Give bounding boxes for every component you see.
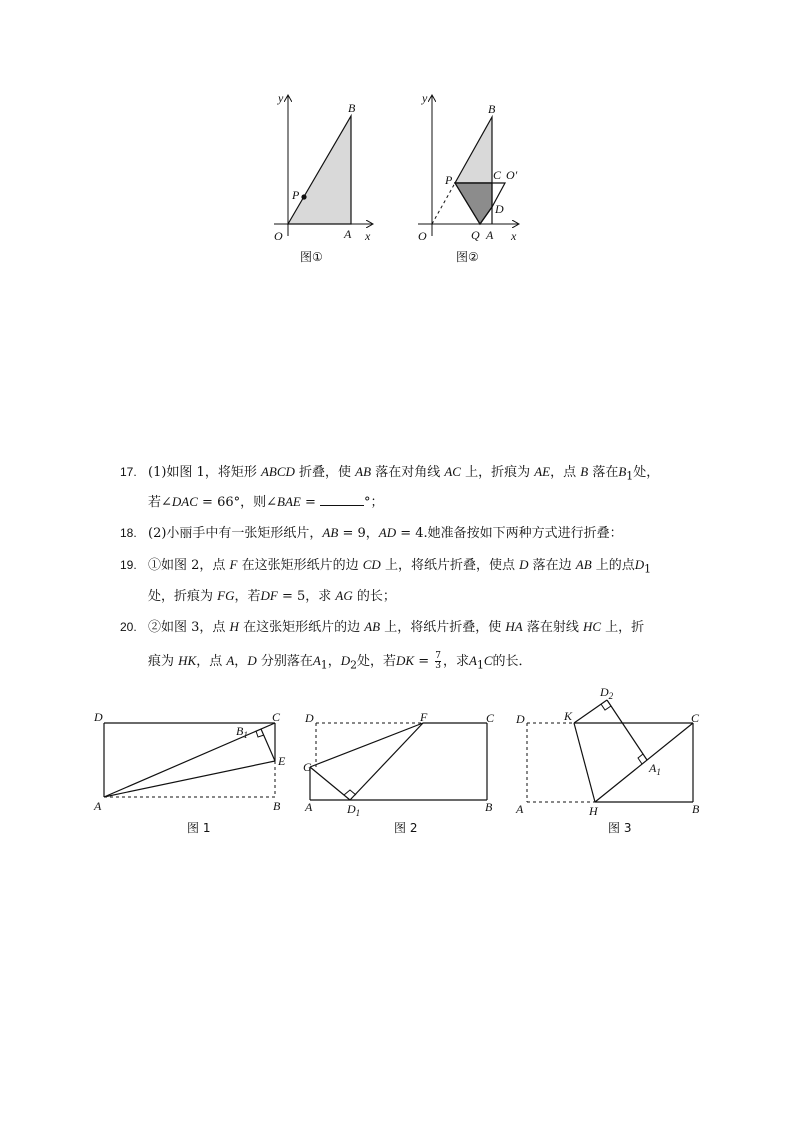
label-a: A <box>94 799 102 813</box>
label-c: C <box>691 711 700 725</box>
label-d: D <box>495 202 504 216</box>
label-p: P <box>292 188 300 202</box>
label-d: D <box>305 711 314 725</box>
label-p: P <box>445 173 453 187</box>
label-b1: $B_1$ <box>236 724 248 740</box>
crease-ae <box>104 761 275 797</box>
label-c: C <box>486 711 495 725</box>
label-d1: $D_1$ <box>347 802 361 818</box>
label-b: B <box>692 802 700 816</box>
segment-kd2 <box>574 700 607 723</box>
question-number: 17. <box>120 465 137 479</box>
label-e: E <box>278 754 286 768</box>
label-o-prime: O′ <box>506 168 518 182</box>
label-x: x <box>365 229 371 243</box>
crease-fg <box>310 723 423 767</box>
question-20: 20. ②如图 3，点 H 在这张矩形纸片的边 AB 上，将纸片折叠，使 HA 落在射线 HC 上，折 <box>120 619 645 635</box>
label-a1: $A_1$ <box>649 761 661 777</box>
label-a: A <box>344 227 352 241</box>
segment-hc <box>595 723 693 802</box>
segment-b1e <box>261 729 275 761</box>
segment-gd1 <box>310 767 350 800</box>
label-q: Q <box>471 228 480 242</box>
question-20-line-2: 痕为 HK，点 A，D 分别落在$A_1$，$D_2$处，若DK = $\frac{7}{3}$ ，求$A_1C$的长． <box>148 651 532 672</box>
question-18: 18. (2)小丽手中有一张矩形纸片，AB = 9，AD = 4.她准备按如下两种方式进行折叠： <box>120 525 623 541</box>
segment-fd1 <box>350 723 423 800</box>
label-d: D <box>94 710 103 724</box>
right-angle-mark-a1 <box>638 754 643 764</box>
right-angle-mark-d2 <box>601 704 611 710</box>
question-19-line-2: 处，折痕为 FG，若DF = 5，求 AG 的长； <box>148 588 396 604</box>
figure-2-rectangle <box>300 705 510 840</box>
label-b: B <box>485 800 493 814</box>
label-b: B <box>273 799 281 813</box>
question-number: 19. <box>120 558 137 572</box>
label-c: C <box>493 168 502 182</box>
caption-figure-1: 图 1 <box>187 821 211 835</box>
label-c: C <box>272 710 281 724</box>
shaded-triangle <box>288 116 351 224</box>
label-b: B <box>348 101 356 115</box>
caption-figure-3: 图 3 <box>608 821 632 835</box>
segment-d2a1 <box>607 700 647 760</box>
label-f: F <box>420 710 428 724</box>
figure-1-rectangle <box>90 705 290 840</box>
answer-blank <box>320 493 364 506</box>
label-y: y <box>422 91 428 105</box>
figure-2-coordinate <box>410 90 540 270</box>
question-17-line-2: 若∠DAC = 66°，则∠BAE = °； <box>148 494 384 510</box>
caption-figure-1: 图① <box>300 250 323 264</box>
question-17: 17. (1)如图 1，将矩形 ABCD 折叠，使 AB 落在对角线 AC 上，折痕为 AE，点 B 落在$B_1$处， <box>120 464 660 483</box>
caption-figure-2: 图 2 <box>394 821 418 835</box>
label-b: B <box>488 102 496 116</box>
dark-shaded-triangle <box>455 183 492 224</box>
crease-hk <box>574 723 595 802</box>
label-x: x <box>511 229 517 243</box>
label-d: D <box>516 712 525 726</box>
point-p <box>301 194 306 199</box>
question-number: 18. <box>120 526 137 540</box>
label-o: O <box>418 229 427 243</box>
label-k: K <box>564 709 573 723</box>
light-shaded-triangle <box>455 117 492 183</box>
fraction: $\frac{7}{3}$ <box>435 651 441 671</box>
question-number: 20. <box>120 620 137 634</box>
figure-3-rectangle <box>510 680 725 840</box>
question-19: 19. ①如图 2，点 F 在这张矩形纸片的边 CD 上，将纸片折叠，使点 D 落在边 AB 上的点$D_1$ <box>120 557 652 576</box>
label-o: O <box>274 229 283 243</box>
figure-1-coordinate <box>268 90 388 270</box>
label-h: H <box>589 804 598 818</box>
caption-figure-2: 图② <box>456 250 479 264</box>
label-g: G <box>303 760 312 774</box>
dashed-segment <box>432 183 455 224</box>
label-a: A <box>486 228 494 242</box>
label-a: A <box>516 802 524 816</box>
diagonal-ac <box>104 723 275 797</box>
right-angle-mark <box>344 790 356 795</box>
label-y: y <box>278 91 284 105</box>
label-a: A <box>305 800 313 814</box>
label-d2: $D_2$ <box>600 685 614 701</box>
